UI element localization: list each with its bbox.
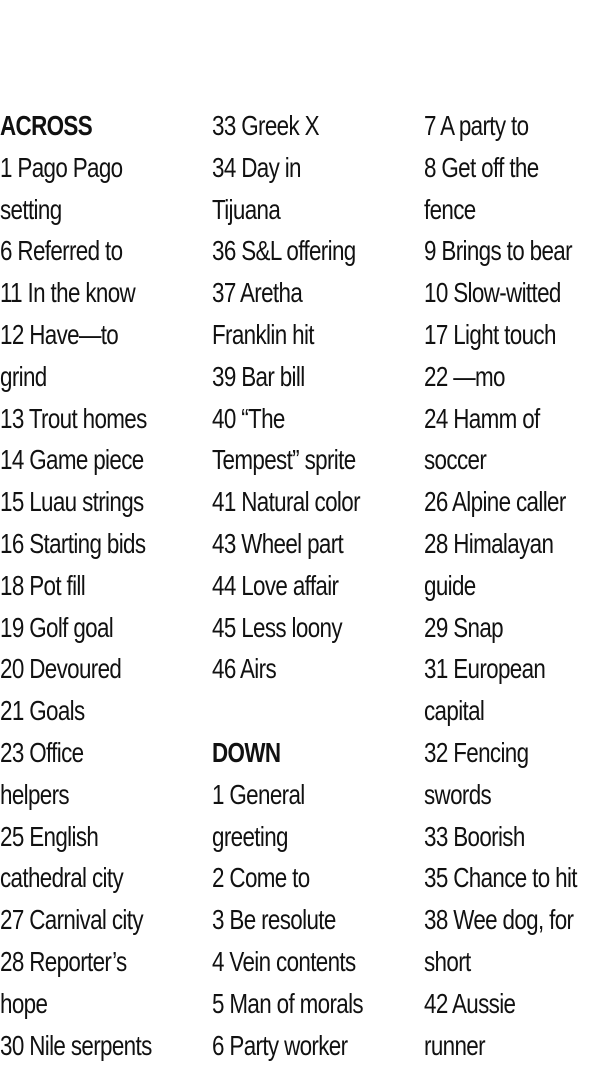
across-clue-line: grind xyxy=(0,360,47,392)
across-clue-line: helpers xyxy=(0,778,69,810)
down-heading: DOWN xyxy=(212,736,281,768)
across-clue-line: 16 Starting bids xyxy=(0,527,146,559)
down-clue-line: 29 Snap xyxy=(424,611,503,643)
across-clue-line: 37 Aretha xyxy=(212,277,303,309)
across-clue-line: 34 Day in xyxy=(212,151,301,183)
down-clue-line: 22 —mo xyxy=(424,360,505,392)
down-clue-line: 4 Vein contents xyxy=(212,945,356,977)
down-clue-line: capital xyxy=(424,695,485,727)
down-clue-line: 2 Come to xyxy=(212,862,310,894)
down-clue-line: 26 Alpine caller xyxy=(424,486,566,518)
across-clue-line: 14 Game piece xyxy=(0,444,144,476)
down-clue-line: guide xyxy=(424,569,476,601)
across-clue-line: 20 Devoured xyxy=(0,653,122,685)
across-clue-line: 25 English xyxy=(0,820,99,852)
across-clue-line: Tijuana xyxy=(212,193,281,225)
across-clue-line: 18 Pot fill xyxy=(0,569,86,601)
across-clue-line: 28 Reporter’s xyxy=(0,945,127,977)
across-clue-line: 6 Referred to xyxy=(0,235,123,267)
across-clue-line: 27 Carnival city xyxy=(0,904,143,936)
across-clue-line: 46 Airs xyxy=(212,653,276,685)
across-clue-line: 33 Greek X xyxy=(212,110,319,141)
clue-column-1 xyxy=(0,105,207,1066)
down-clue-line: 35 Chance to hit xyxy=(424,862,577,894)
across-clue-line: 39 Bar bill xyxy=(212,360,305,392)
down-clue-line: short xyxy=(424,945,471,977)
crossword-clues xyxy=(0,105,607,1065)
clue-column-2 xyxy=(212,105,419,1066)
across-clue-line: 19 Golf goal xyxy=(0,611,114,643)
across-clue-line: setting xyxy=(0,193,62,225)
across-clue-line: 21 Goals xyxy=(0,695,85,727)
column-spacer xyxy=(212,690,419,732)
down-clue-line: 3 Be resolute xyxy=(212,904,336,936)
across-clue-line: 45 Less loony xyxy=(212,611,342,643)
down-clue-line: 38 Wee dog, for xyxy=(424,904,574,936)
across-clue-line: 40 “The xyxy=(212,402,285,434)
down-clue-line: 7 A party to xyxy=(424,110,529,141)
across-clue-line: 41 Natural color xyxy=(212,486,360,518)
across-clue-line: 43 Wheel part xyxy=(212,527,344,559)
down-clue-line: 1 General xyxy=(212,778,305,810)
across-clue-line: 1 Pago Pago xyxy=(0,151,123,183)
down-clue-line: 17 Light touch xyxy=(424,318,556,350)
clue-column-3 xyxy=(424,105,607,1066)
across-clue-line: 30 Nile serpents xyxy=(0,1029,152,1061)
across-clue-line: 36 S&L offering xyxy=(212,235,356,267)
down-clue-line: 33 Boorish xyxy=(424,820,525,852)
across-clue-line: 13 Trout homes xyxy=(0,402,147,434)
across-clue-line: cathedral city xyxy=(0,862,124,894)
down-clue-line: 32 Fencing xyxy=(424,736,529,768)
across-clue-line: 23 Office xyxy=(0,736,84,768)
down-clue-line: greeting xyxy=(212,820,288,852)
down-clue-line: soccer xyxy=(424,444,487,476)
across-clue-line: hope xyxy=(0,987,48,1019)
down-clue-line: fence xyxy=(424,193,476,225)
down-clue-line: 42 Aussie xyxy=(424,987,516,1019)
across-clue-line: 12 Have—to xyxy=(0,318,119,350)
down-clue-line: runner xyxy=(424,1029,485,1061)
down-clue-line: 24 Hamm of xyxy=(424,402,540,434)
down-clue-line: 9 Brings to bear xyxy=(424,235,572,267)
down-clue-line: swords xyxy=(424,778,492,810)
across-clue-line: Franklin hit xyxy=(212,318,314,350)
across-clue-line: 11 In the know xyxy=(0,277,136,309)
down-clue-line: 28 Himalayan xyxy=(424,527,554,559)
down-clue-line: 5 Man of morals xyxy=(212,987,363,1019)
down-clue-line: 10 Slow-witted xyxy=(424,277,561,309)
across-heading: ACROSS xyxy=(0,110,92,141)
down-clue-line: 6 Party worker xyxy=(212,1029,348,1061)
across-clue-line: 44 Love affair xyxy=(212,569,339,601)
down-clue-line: 8 Get off the xyxy=(424,151,539,183)
across-clue-line: 15 Luau strings xyxy=(0,486,144,518)
across-clue-line: Tempest” sprite xyxy=(212,444,356,476)
down-clue-line: 31 European xyxy=(424,653,546,685)
